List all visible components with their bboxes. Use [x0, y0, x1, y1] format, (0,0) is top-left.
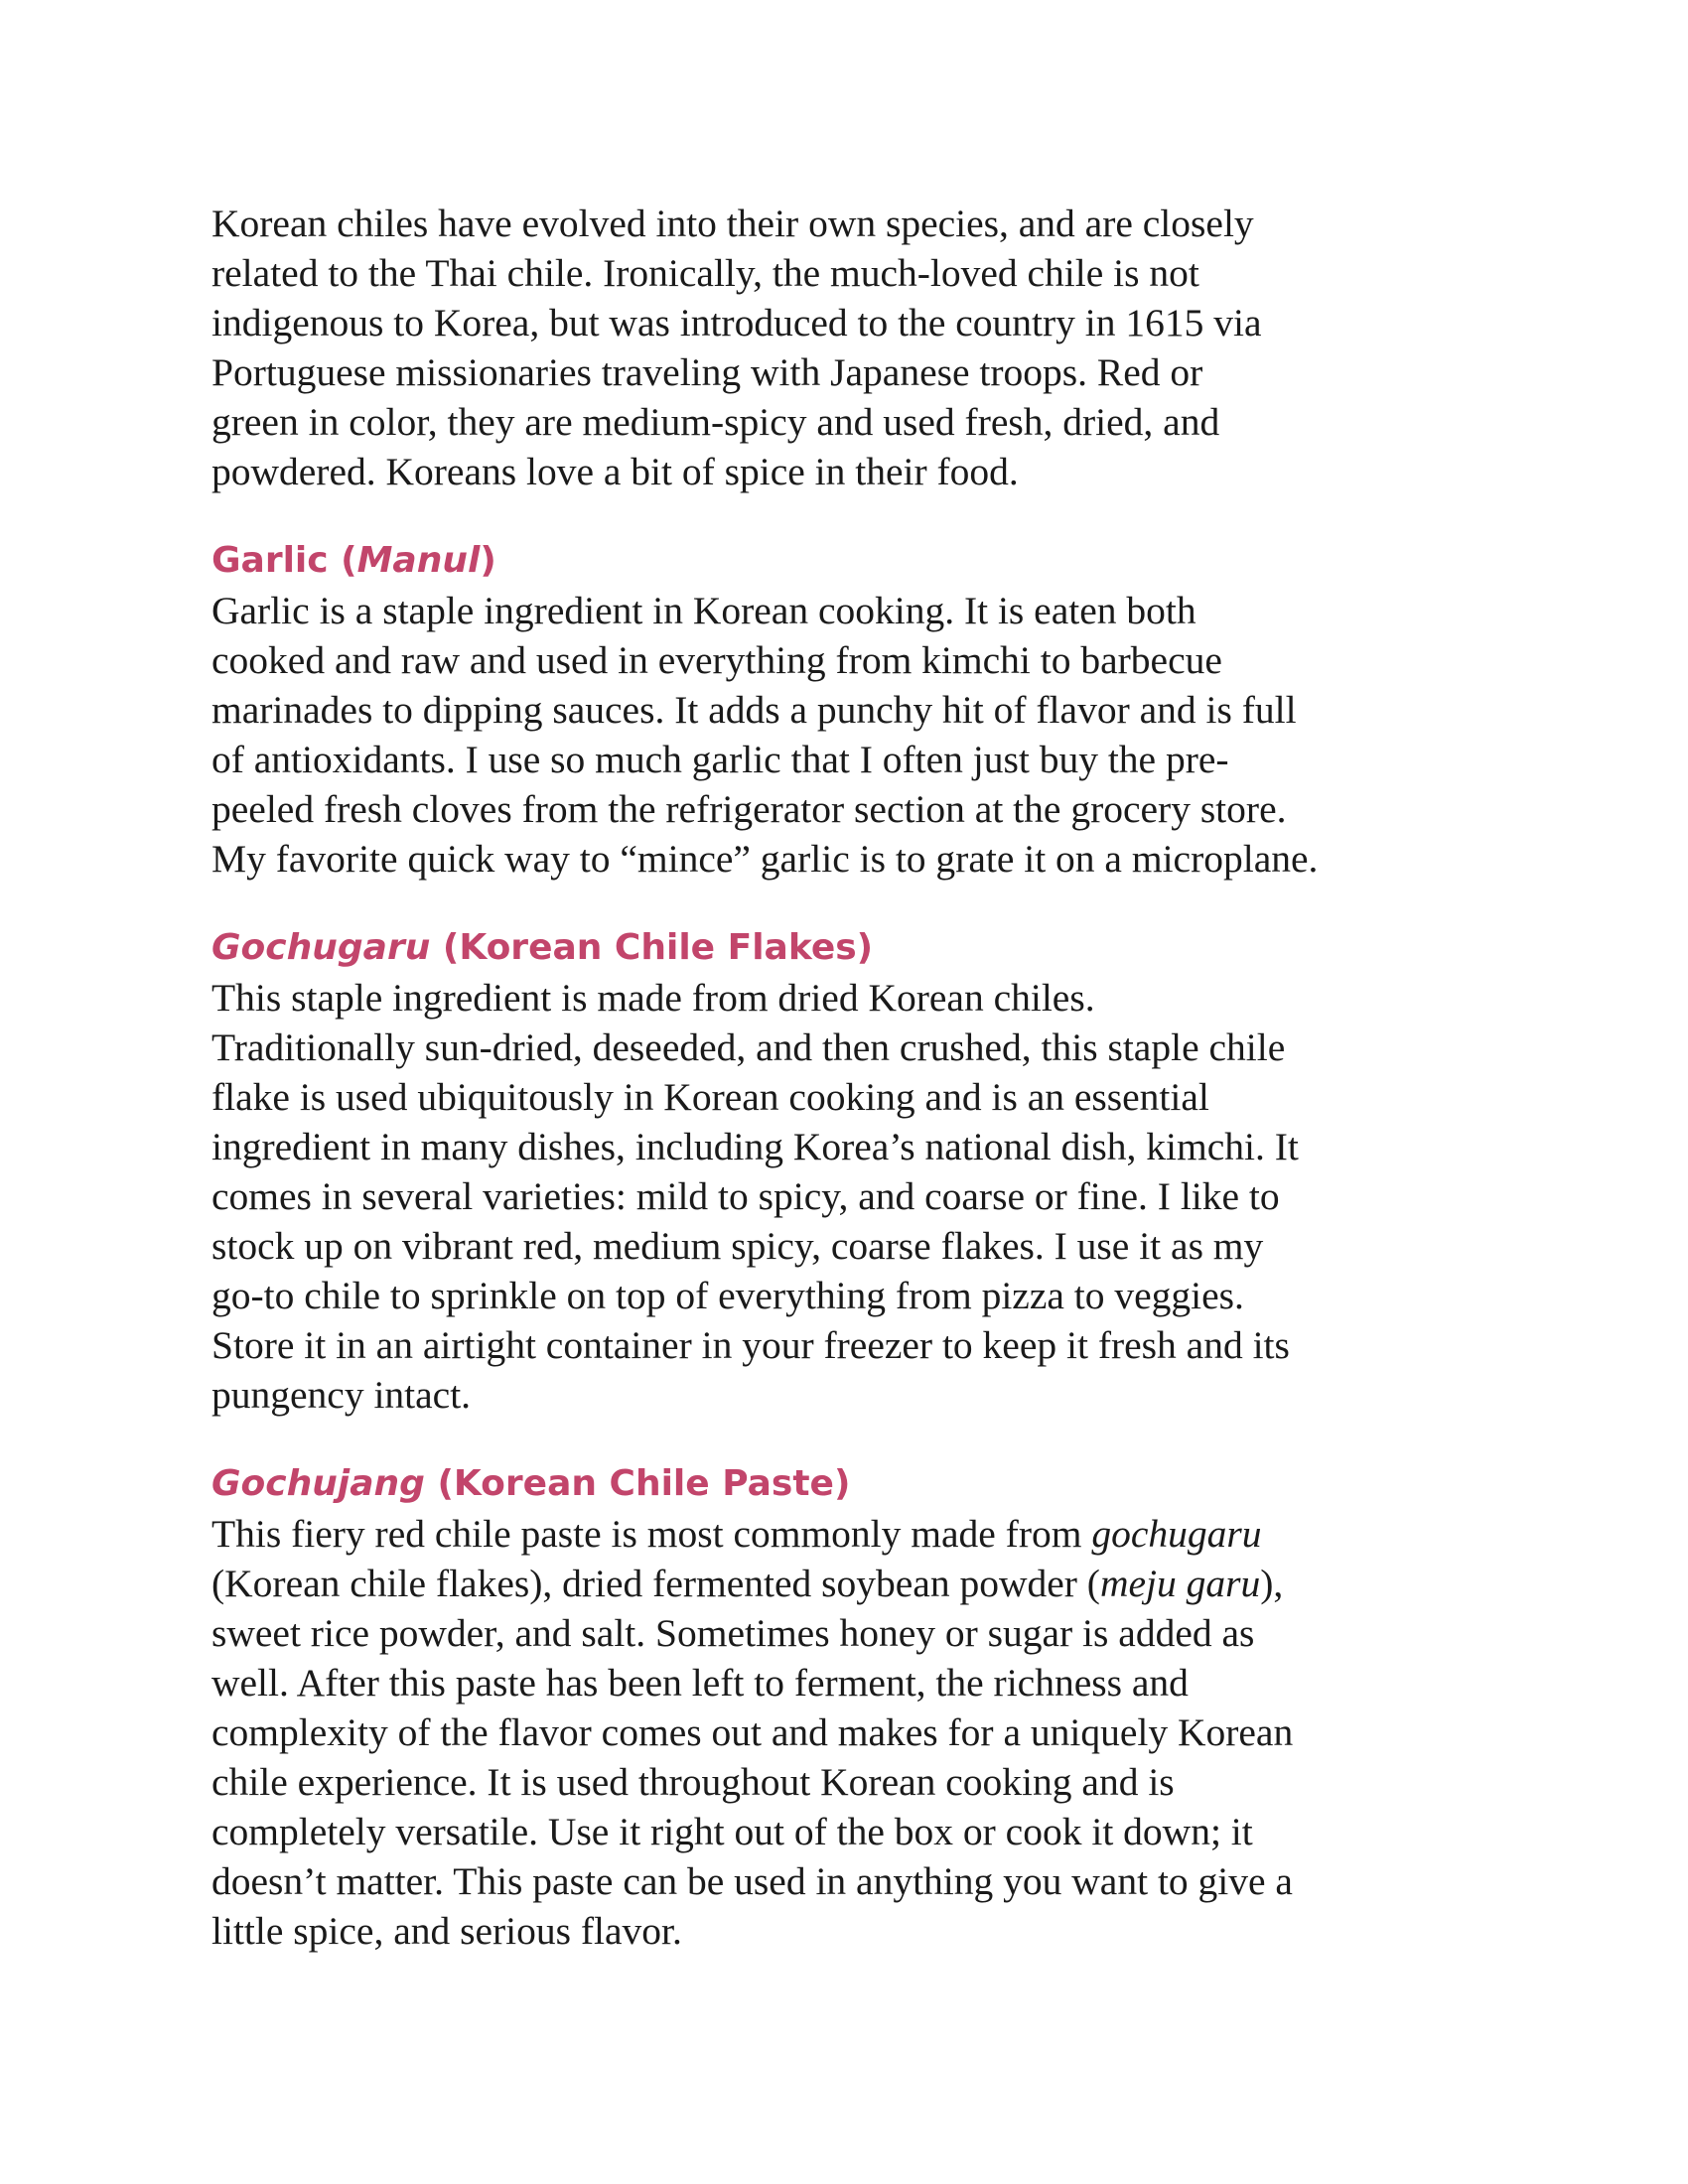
- intro-paragraph: [211, 199, 1502, 496]
- gochugaru-line: Traditionally sun-dried, deseeded, and then crushed, this staple chile: [211, 1025, 1286, 1069]
- garlic-section: [211, 536, 1502, 884]
- gochugaru-line: Store it in an airtight container in your freezer to keep it fresh and its: [211, 1323, 1290, 1367]
- gochujang-line: [211, 1559, 1502, 1608]
- gochujang-line: completely versatile. Use it right out of the box or cook it down; it: [211, 1810, 1253, 1853]
- gochugaru-heading: [211, 923, 1502, 973]
- gochujang-line1-italic: gochugaru: [1091, 1512, 1262, 1556]
- gochujang-line: well. After this paste has been left to ferment, the richness and: [211, 1661, 1189, 1705]
- gochugaru-line: ingredient in many dishes, including Korea’s national dish, kimchi. It: [211, 1125, 1299, 1168]
- intro-line: powdered. Koreans love a bit of spice in their food.: [211, 450, 1019, 493]
- gochugaru-line: flake is used ubiquitously in Korean cooking and is an essential: [211, 1075, 1209, 1119]
- gochugaru-line: This staple ingredient is made from dried Korean chiles.: [211, 976, 1095, 1020]
- garlic-line: cooked and raw and used in everything from kimchi to barbecue: [211, 638, 1222, 682]
- gochujang-line: doesn’t matter. This paste can be used in anything you want to give a: [211, 1859, 1293, 1903]
- intro-line: green in color, they are medium-spicy and used fresh, dried, and: [211, 400, 1220, 444]
- garlic-heading-italic: Manul: [356, 540, 481, 581]
- gochugaru-line: comes in several varieties: mild to spicy, and coarse or fine. I like to: [211, 1174, 1280, 1218]
- gochujang-section: [211, 1459, 1502, 1956]
- gochugaru-line: stock up on vibrant red, medium spicy, coarse flakes. I use it as my: [211, 1224, 1264, 1268]
- gochujang-heading-suffix: (Korean Chile Paste): [424, 1463, 851, 1504]
- gochugaru-heading-suffix: (Korean Chile Flakes): [430, 927, 874, 968]
- gochujang-line2-suffix: ),: [1260, 1562, 1284, 1605]
- garlic-line: marinades to dipping sauces. It adds a punchy hit of flavor and is full: [211, 688, 1297, 732]
- gochugaru-paragraph: [211, 973, 1502, 1420]
- gochugaru-section: [211, 923, 1502, 1420]
- gochujang-line: chile experience. It is used throughout Korean cooking and is: [211, 1760, 1175, 1804]
- gochujang-line2-italic: meju garu: [1099, 1562, 1261, 1605]
- gochujang-line: complexity of the flavor comes out and makes for a uniquely Korean: [211, 1710, 1294, 1754]
- garlic-line: My favorite quick way to “mince” garlic is to grate it on a microplane.: [211, 837, 1319, 881]
- gochujang-heading: [211, 1459, 1502, 1509]
- garlic-paragraph: [211, 586, 1502, 884]
- gochujang-line: [211, 1509, 1502, 1559]
- gochujang-line1-prefix: This fiery red chile paste is most commonly made from: [211, 1512, 1092, 1556]
- gochujang-line: sweet rice powder, and salt. Sometimes honey or sugar is added as: [211, 1611, 1255, 1655]
- gochujang-line2-prefix: (Korean chile flakes), dried fermented soybean powder (: [211, 1562, 1100, 1605]
- garlic-heading: [211, 536, 1502, 586]
- intro-line: Portuguese missionaries traveling with Japanese troops. Red or: [211, 350, 1203, 394]
- gochujang-paragraph: [211, 1509, 1502, 1956]
- intro-line: related to the Thai chile. Ironically, the much-loved chile is not: [211, 251, 1199, 295]
- gochugaru-heading-italic: Gochugaru: [211, 927, 431, 968]
- intro-line: Korean chiles have evolved into their own species, and are closely: [211, 202, 1254, 245]
- gochugaru-line: go-to chile to sprinkle on top of everything from pizza to veggies.: [211, 1274, 1244, 1317]
- gochujang-heading-italic: Gochujang: [211, 1463, 425, 1504]
- garlic-heading-suffix: ): [480, 540, 496, 581]
- intro-line: indigenous to Korea, but was introduced to the country in 1615 via: [211, 301, 1262, 344]
- garlic-heading-prefix: Garlic (: [211, 540, 357, 581]
- gochugaru-line: pungency intact.: [211, 1373, 472, 1417]
- document-page: [211, 199, 1502, 1956]
- garlic-line: of antioxidants. I use so much garlic that I often just buy the pre-: [211, 738, 1229, 781]
- gochujang-line: little spice, and serious flavor.: [211, 1909, 682, 1953]
- garlic-line: peeled fresh cloves from the refrigerator section at the grocery store.: [211, 787, 1287, 831]
- garlic-line: Garlic is a staple ingredient in Korean cooking. It is eaten both: [211, 589, 1196, 632]
